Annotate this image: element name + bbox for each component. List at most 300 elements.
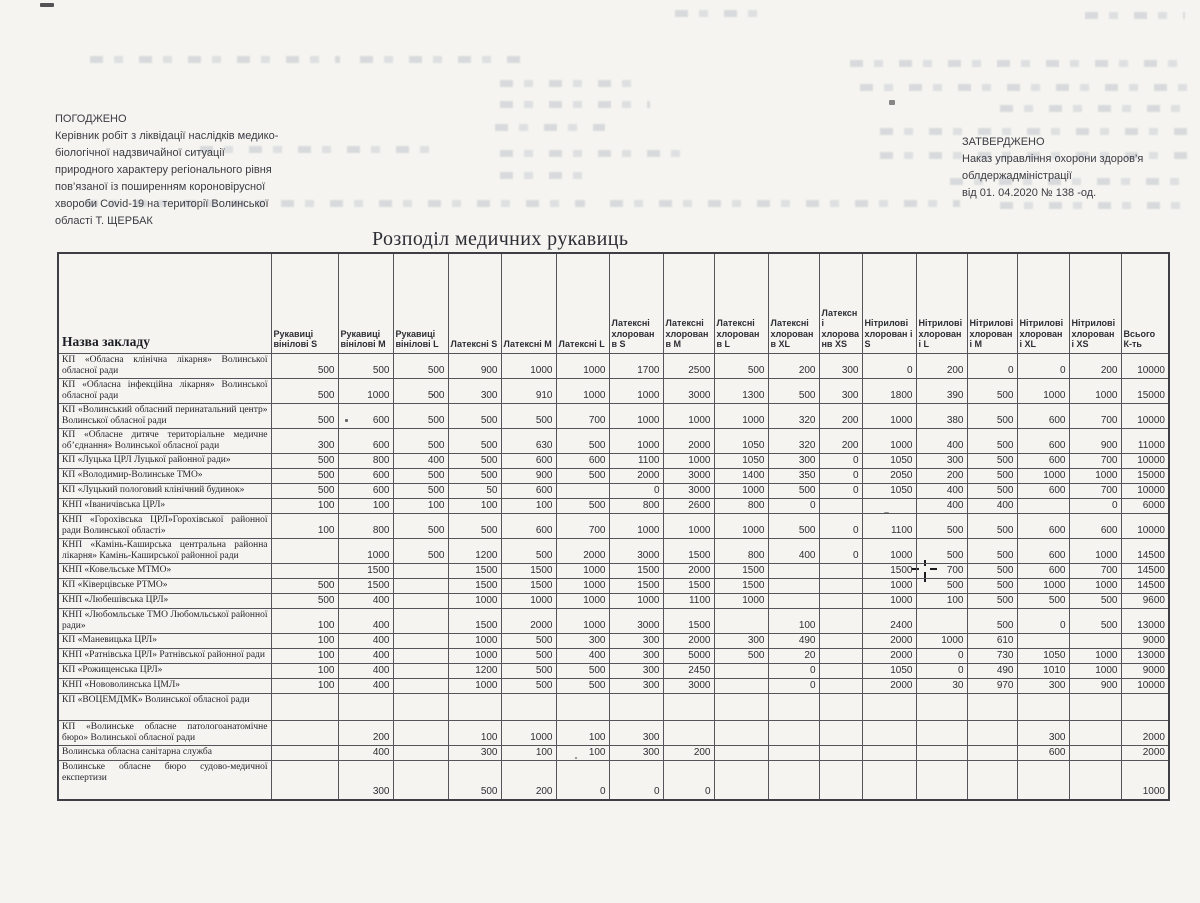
value-cell: 10000 [1121,483,1169,498]
value-cell: 0 [768,498,819,513]
value-cell: 0 [916,648,967,663]
value-cell: 1500 [663,608,714,633]
value-cell: 500 [501,648,556,663]
value-cell: 500 [271,593,338,608]
value-cell [1069,693,1121,720]
value-cell: 2000 [609,468,663,483]
value-cell: 14500 [1121,578,1169,593]
value-cell: 1200 [448,663,501,678]
value-cell: 0 [819,468,862,483]
value-cell: 100 [556,720,609,745]
value-cell: 100 [271,678,338,693]
value-cell: 1100 [862,513,916,538]
value-cell: 1000 [1121,760,1169,800]
column-header-6: Латексні L [556,253,609,353]
value-cell: 400 [916,428,967,453]
value-cell: 500 [967,483,1017,498]
value-cell [819,720,862,745]
value-cell: 3000 [609,608,663,633]
value-cell: 730 [967,648,1017,663]
gloves-distribution-table [57,252,1170,801]
value-cell: 1000 [556,353,609,378]
value-cell: 400 [393,453,448,468]
value-cell: 1000 [448,633,501,648]
value-cell: 1050 [862,663,916,678]
column-header-3: Рукавиці вінілові L [393,253,448,353]
value-cell: 700 [1069,453,1121,468]
value-cell: 2000 [862,678,916,693]
value-cell: 500 [271,353,338,378]
value-cell: 2600 [663,498,714,513]
value-cell: 10000 [1121,353,1169,378]
column-header-5: Латексні M [501,253,556,353]
value-cell: 320 [768,403,819,428]
value-cell [967,720,1017,745]
value-cell [862,720,916,745]
value-cell: 600 [1017,538,1069,563]
value-cell: 3000 [609,538,663,563]
table-row [58,693,1169,720]
facility-name-cell: КП «Волинське обласне патологоанатомічне бюро» Волинської обласної ради [58,720,271,745]
value-cell [1069,633,1121,648]
value-cell: 600 [1017,403,1069,428]
value-cell: 500 [501,538,556,563]
value-cell: 500 [916,578,967,593]
value-cell: 3000 [663,468,714,483]
value-cell: 500 [338,353,393,378]
facility-name-cell: Волинська обласна санітарна служба [58,745,271,760]
value-cell: 600 [501,483,556,498]
column-header-4: Латексні S [448,253,501,353]
value-cell: 400 [338,608,393,633]
value-cell [448,693,501,720]
value-cell [501,693,556,720]
value-cell: 1000 [1017,578,1069,593]
value-cell: 0 [819,453,862,468]
scan-artifact [360,56,530,63]
header-row [58,253,1169,353]
value-cell: 0 [1017,608,1069,633]
value-cell [819,593,862,608]
value-cell: 300 [448,378,501,403]
table-row [58,578,1169,593]
value-cell: 1000 [501,720,556,745]
value-cell: 1500 [501,563,556,578]
value-cell: 1400 [714,468,768,483]
value-cell [768,578,819,593]
column-header-15: Нітрилові хлорован і XL [1017,253,1069,353]
scan-artifact [1000,105,1190,112]
value-cell: 500 [393,403,448,428]
value-cell: 1000 [609,428,663,453]
value-cell: 1000 [609,403,663,428]
facility-name-cell: Волинське обласне бюро судово-медичної експертизи [58,760,271,800]
value-cell: 1050 [714,428,768,453]
value-cell: 2450 [663,663,714,678]
value-cell: 1000 [862,403,916,428]
value-cell: 600 [1017,745,1069,760]
value-cell: 200 [501,760,556,800]
value-cell [862,745,916,760]
value-cell [819,578,862,593]
value-cell: 1000 [609,378,663,403]
value-cell: 2500 [663,353,714,378]
value-cell [663,720,714,745]
value-cell [819,498,862,513]
text-line: області Т. ЩЕРБАК [55,215,153,227]
value-cell: 1000 [916,633,967,648]
value-cell: 1000 [1069,468,1121,483]
facility-name-cell: КП «Обласна інфекційна лікарня» Волинської обласної ради [58,378,271,403]
value-cell: 500 [393,513,448,538]
value-cell: 0 [663,760,714,800]
value-cell: 3000 [663,678,714,693]
value-cell [768,693,819,720]
approved-block [55,111,395,230]
value-cell: 1000 [1069,578,1121,593]
facility-name-cell: КНП «Ратнівська ЦРЛ» Ратнівської районної ради [58,648,271,663]
value-cell: 700 [1069,483,1121,498]
value-cell: 600 [338,468,393,483]
value-cell: 2000 [501,608,556,633]
value-cell: 400 [338,593,393,608]
value-cell: 1200 [448,538,501,563]
value-cell [393,578,448,593]
value-cell: 20 [768,648,819,663]
value-cell: 2050 [862,468,916,483]
scan-artifact [500,101,650,108]
value-cell: 1000 [556,563,609,578]
scan-artifact [1085,12,1185,19]
value-cell: 2000 [663,633,714,648]
text-line: Наказ управління охорони здоров’я [962,153,1144,165]
value-cell: 1000 [1017,378,1069,403]
facility-name-cell: КНП «Камінь-Каширська центральна районна лікарня» Камінь-Каширської районної ради [58,538,271,563]
value-cell: 1500 [663,538,714,563]
value-cell: 500 [556,468,609,483]
value-cell: 9000 [1121,633,1169,648]
table-row [58,663,1169,678]
value-cell: 0 [819,483,862,498]
value-cell: 400 [338,663,393,678]
value-cell: 1100 [609,453,663,468]
value-cell: 500 [967,428,1017,453]
facility-name-cell: КП «Обласне дитяче територіальне медичне об’єднання» Волинської обласної ради [58,428,271,453]
value-cell: 500 [393,428,448,453]
value-cell: 500 [271,403,338,428]
value-cell: 600 [1017,563,1069,578]
value-cell: 1800 [862,378,916,403]
value-cell: 630 [501,428,556,453]
value-cell: 2000 [862,633,916,648]
value-cell: 500 [1069,608,1121,633]
value-cell: 100 [556,745,609,760]
value-cell: 200 [1069,353,1121,378]
value-cell: 1000 [663,403,714,428]
value-cell: 500 [501,663,556,678]
value-cell: 1050 [862,453,916,468]
value-cell: 1500 [714,578,768,593]
value-cell: 200 [768,353,819,378]
value-cell: 500 [271,378,338,403]
column-header-11: Латексні хлорованв XS [819,253,862,353]
table-row [58,498,1169,513]
facility-name-cell: КП «Луцький пологовий клінічний будинок» [58,483,271,498]
value-cell: 100 [271,608,338,633]
facility-name-cell: КП «Володимир-Волинське ТМО» [58,468,271,483]
value-cell: 2000 [663,428,714,453]
value-cell: 610 [967,633,1017,648]
value-cell: 30 [916,678,967,693]
value-cell: 1500 [609,578,663,593]
column-header-1: Рукавиці вінілові S [271,253,338,353]
value-cell: 100 [916,593,967,608]
value-cell: 1000 [862,578,916,593]
value-cell: 500 [714,648,768,663]
column-header-7: Латексні хлорован в S [609,253,663,353]
value-cell: 490 [967,663,1017,678]
value-cell: 500 [448,513,501,538]
value-cell: 1000 [714,513,768,538]
value-cell [1069,720,1121,745]
value-cell: 300 [609,720,663,745]
table-row [58,468,1169,483]
value-cell: 1300 [714,378,768,403]
column-header-17: Всього К-ть [1121,253,1169,353]
value-cell [819,633,862,648]
value-cell: 2400 [862,608,916,633]
value-cell [271,563,338,578]
value-cell: 9600 [1121,593,1169,608]
value-cell: 1000 [1069,378,1121,403]
table-row [58,563,1169,578]
value-cell: 100 [768,608,819,633]
value-cell [393,593,448,608]
value-cell: 500 [393,483,448,498]
value-cell: 1050 [862,483,916,498]
scan-artifact [860,84,1190,91]
value-cell: 300 [448,745,501,760]
value-cell: 1000 [862,593,916,608]
value-cell: 500 [448,468,501,483]
value-cell: 500 [448,403,501,428]
value-cell: 700 [556,513,609,538]
value-cell: 0 [916,663,967,678]
facility-name-cell: КНП «Любешівська ЦРЛ» [58,593,271,608]
value-cell [271,745,338,760]
value-cell: 500 [393,353,448,378]
column-header-14: Нітрилові хлорован і M [967,253,1017,353]
value-cell: 3000 [663,378,714,403]
value-cell [768,760,819,800]
value-cell: 500 [448,428,501,453]
value-cell [768,745,819,760]
value-cell: 5000 [663,648,714,663]
value-cell: 100 [501,745,556,760]
value-cell: 10000 [1121,403,1169,428]
value-cell: 100 [271,498,338,513]
value-cell [609,693,663,720]
value-cell: 500 [271,453,338,468]
value-cell: 400 [338,648,393,663]
text-line: облдержадміністрації [962,170,1072,182]
value-cell: 10000 [1121,513,1169,538]
value-cell: 1700 [609,353,663,378]
value-cell: 1000 [609,593,663,608]
value-cell [393,563,448,578]
facility-name-cell: КНП «Горохівська ЦРЛ»Горохівської районної ради Волинської області» [58,513,271,538]
column-header-9: Латексні хлорован в L [714,253,768,353]
value-cell [1017,693,1069,720]
column-header-facility-name: Назва закладу [58,253,271,353]
scan-artifact [850,60,1190,67]
value-cell [967,693,1017,720]
value-cell: 300 [768,453,819,468]
table-row [58,648,1169,663]
table-row [58,633,1169,648]
value-cell: 100 [271,633,338,648]
value-cell: 1000 [448,593,501,608]
value-cell: 1050 [714,453,768,468]
value-cell: 600 [1069,513,1121,538]
value-cell [1017,760,1069,800]
approved-lines [55,128,395,230]
value-cell [393,663,448,678]
value-cell: 500 [967,513,1017,538]
value-cell [819,563,862,578]
facility-name-cell: КП «Рожищенська ЦРЛ» [58,663,271,678]
value-cell: 490 [768,633,819,648]
value-cell: 200 [916,353,967,378]
value-cell: 600 [1017,483,1069,498]
value-cell: 600 [501,453,556,468]
value-cell [768,563,819,578]
table-body [58,353,1169,800]
value-cell: 1000 [501,593,556,608]
scan-artifact [675,10,770,17]
value-cell: 800 [338,513,393,538]
value-cell [819,760,862,800]
value-cell: 500 [967,593,1017,608]
value-cell [271,760,338,800]
value-cell: 1000 [714,403,768,428]
facility-name-cell: КП «Ківерцівське РТМО» [58,578,271,593]
value-cell: 3000 [663,483,714,498]
value-cell: 600 [338,483,393,498]
value-cell: 0 [609,760,663,800]
value-cell [819,693,862,720]
value-cell [714,720,768,745]
value-cell: 6000 [1121,498,1169,513]
value-cell: 1000 [663,513,714,538]
table-row [58,745,1169,760]
value-cell: 910 [501,378,556,403]
value-cell: 500 [271,468,338,483]
value-cell [338,693,393,720]
value-cell: 400 [768,538,819,563]
value-cell: 800 [714,498,768,513]
value-cell [714,663,768,678]
value-cell: 600 [1017,453,1069,468]
value-cell: 200 [819,428,862,453]
value-cell: 600 [338,403,393,428]
value-cell: 15000 [1121,378,1169,403]
value-cell [393,693,448,720]
value-cell: 500 [916,513,967,538]
text-line: хвороби Covid-19 на території Волинської [55,198,269,210]
value-cell: 500 [714,353,768,378]
value-cell: 500 [967,563,1017,578]
value-cell: 300 [609,633,663,648]
value-cell [393,760,448,800]
value-cell: 500 [556,678,609,693]
value-cell: 1100 [663,593,714,608]
value-cell [714,693,768,720]
value-cell: 500 [768,378,819,403]
table-row [58,428,1169,453]
scan-artifact [500,172,590,179]
value-cell: 2000 [1121,745,1169,760]
value-cell: 1000 [714,593,768,608]
column-header-8: Латексні хлорован в M [663,253,714,353]
value-cell: 400 [338,678,393,693]
value-cell [916,693,967,720]
scan-speck [40,3,54,7]
value-cell: 100 [271,648,338,663]
value-cell: 900 [448,353,501,378]
table-row [58,538,1169,563]
table-row [58,608,1169,633]
value-cell: 500 [556,428,609,453]
value-cell: 1500 [338,578,393,593]
scan-artifact [495,124,605,131]
value-cell: 200 [338,720,393,745]
value-cell: 600 [1017,428,1069,453]
value-cell: 0 [967,353,1017,378]
value-cell: 1000 [862,538,916,563]
value-cell: 1000 [556,593,609,608]
value-cell: 500 [768,483,819,498]
value-cell: 400 [916,498,967,513]
value-cell: 1000 [556,608,609,633]
value-cell: 1500 [501,578,556,593]
value-cell: 0 [819,538,862,563]
value-cell: 500 [271,483,338,498]
value-cell: 2000 [556,538,609,563]
text-line: від 01. 04.2020 № 138 -од. [962,187,1097,199]
value-cell: 0 [768,678,819,693]
value-cell [967,760,1017,800]
value-cell: 500 [1017,593,1069,608]
value-cell: 1500 [338,563,393,578]
value-cell: 14500 [1121,563,1169,578]
table-row [58,678,1169,693]
value-cell: 500 [501,633,556,648]
value-cell: 390 [916,378,967,403]
value-cell: 400 [338,745,393,760]
value-cell: 400 [916,483,967,498]
value-cell [768,720,819,745]
value-cell: 50 [448,483,501,498]
value-cell [663,693,714,720]
value-cell [916,760,967,800]
value-cell: 300 [819,378,862,403]
value-cell [1069,760,1121,800]
value-cell: 300 [609,745,663,760]
value-cell: 500 [556,663,609,678]
value-cell [916,745,967,760]
value-cell: 500 [271,578,338,593]
